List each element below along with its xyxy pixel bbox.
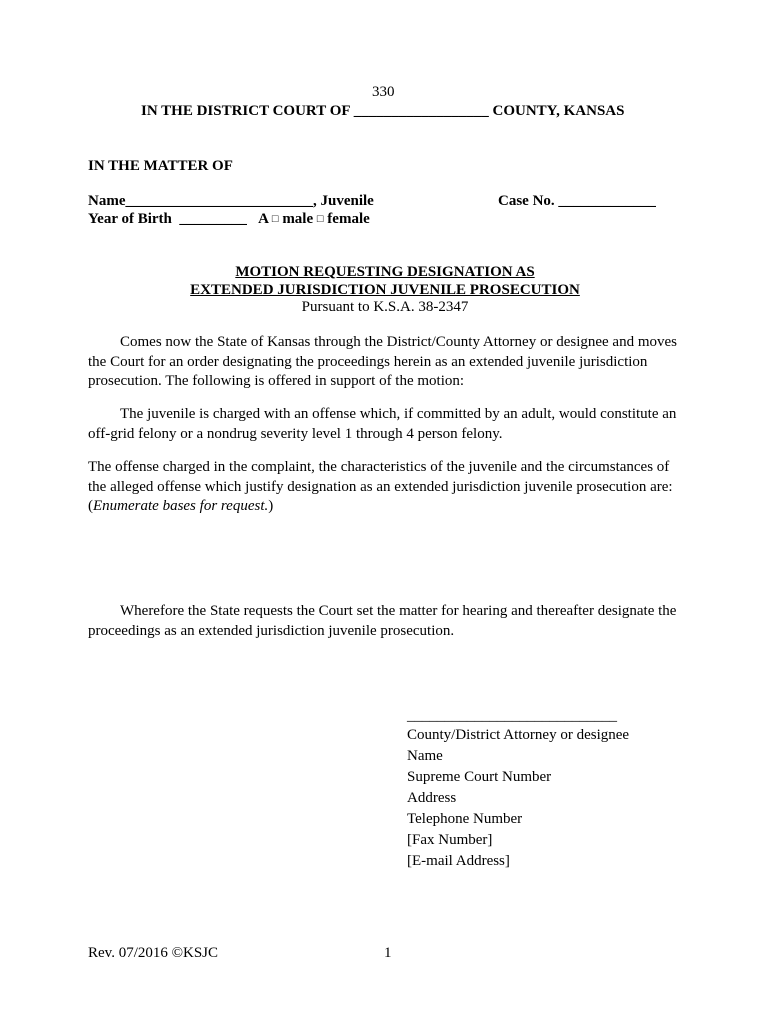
statute-citation: Pursuant to K.S.A. 38-2347 [301, 299, 469, 315]
year-of-birth-blank: _________ [179, 211, 247, 227]
name-label: Name [88, 193, 126, 209]
county-blank: __________________ [353, 103, 489, 119]
juvenile-suffix: , Juvenile [313, 193, 374, 209]
bases-note: Enumerate bases for request. [93, 498, 269, 514]
signer-telephone: Telephone Number [407, 811, 523, 827]
signer-email: [E-mail Address] [407, 853, 510, 869]
revision-footer: Rev. 07/2016 ©KSJC [88, 945, 219, 961]
signer-name: Name [407, 748, 443, 764]
court-caption-prefix: IN THE DISTRICT COURT OF [141, 103, 350, 119]
signer-role: County/District Attorney or designee [407, 727, 630, 743]
form-number: 330 [372, 84, 395, 100]
case-number-blank: _____________ [558, 193, 656, 209]
court-caption [141, 102, 624, 120]
year-of-birth-label: Year of Birth [88, 211, 172, 227]
bases-note-open: ( [88, 498, 93, 514]
paragraph-bases [88, 458, 688, 517]
bases-note-close: ) [268, 498, 274, 514]
bases-text: The offense charged in the complaint, the characteristics of the juvenile and the circumstances of the alleged offense which justify designation as an extended jurisdiction juvenile prosecution are: [88, 459, 673, 495]
signer-fax: [Fax Number] [407, 832, 493, 848]
matter-heading: IN THE MATTER OF [88, 158, 233, 174]
male-checkbox[interactable]: □ [271, 213, 279, 225]
name-blank: _________________________ [125, 193, 313, 209]
signature-block [407, 725, 629, 872]
signer-address: Address [407, 790, 457, 806]
court-caption-suffix: COUNTY, KANSAS [492, 103, 625, 119]
female-checkbox[interactable]: □ [316, 213, 324, 225]
female-label: female [327, 211, 370, 227]
juvenile-name-line [88, 192, 374, 210]
paragraph-wherefore: Wherefore the State requests the Court set the matter for hearing and thereafter designate the proceedings as an extended jurisdiction juvenile prosecution. [88, 603, 677, 639]
a-label: A [258, 211, 269, 227]
motion-title-line1: MOTION REQUESTING DESIGNATION AS [235, 264, 535, 280]
paragraph-intro: Comes now the State of Kansas through the District/County Attorney or designee and moves the Court for an order designating the proceedings herein as an extended juvenile jurisdiction prosecution. The following is offered in support of the motion: [88, 334, 677, 389]
case-number-label: Case No. [498, 193, 555, 209]
signature-line: ____________________________ [407, 708, 617, 724]
supreme-court-number: Supreme Court Number [407, 769, 552, 785]
male-label: male [282, 211, 314, 227]
page-number: 1 [384, 945, 392, 961]
birth-line [88, 210, 370, 228]
motion-title-line2: EXTENDED JURISDICTION JUVENILE PROSECUTION [190, 282, 580, 298]
paragraph-charge: The juvenile is charged with an offense which, if committed by an adult, would constitute an off-grid felony or a nondrug severity level 1 through 4 person felony. [88, 406, 677, 442]
case-number-line [498, 192, 656, 210]
